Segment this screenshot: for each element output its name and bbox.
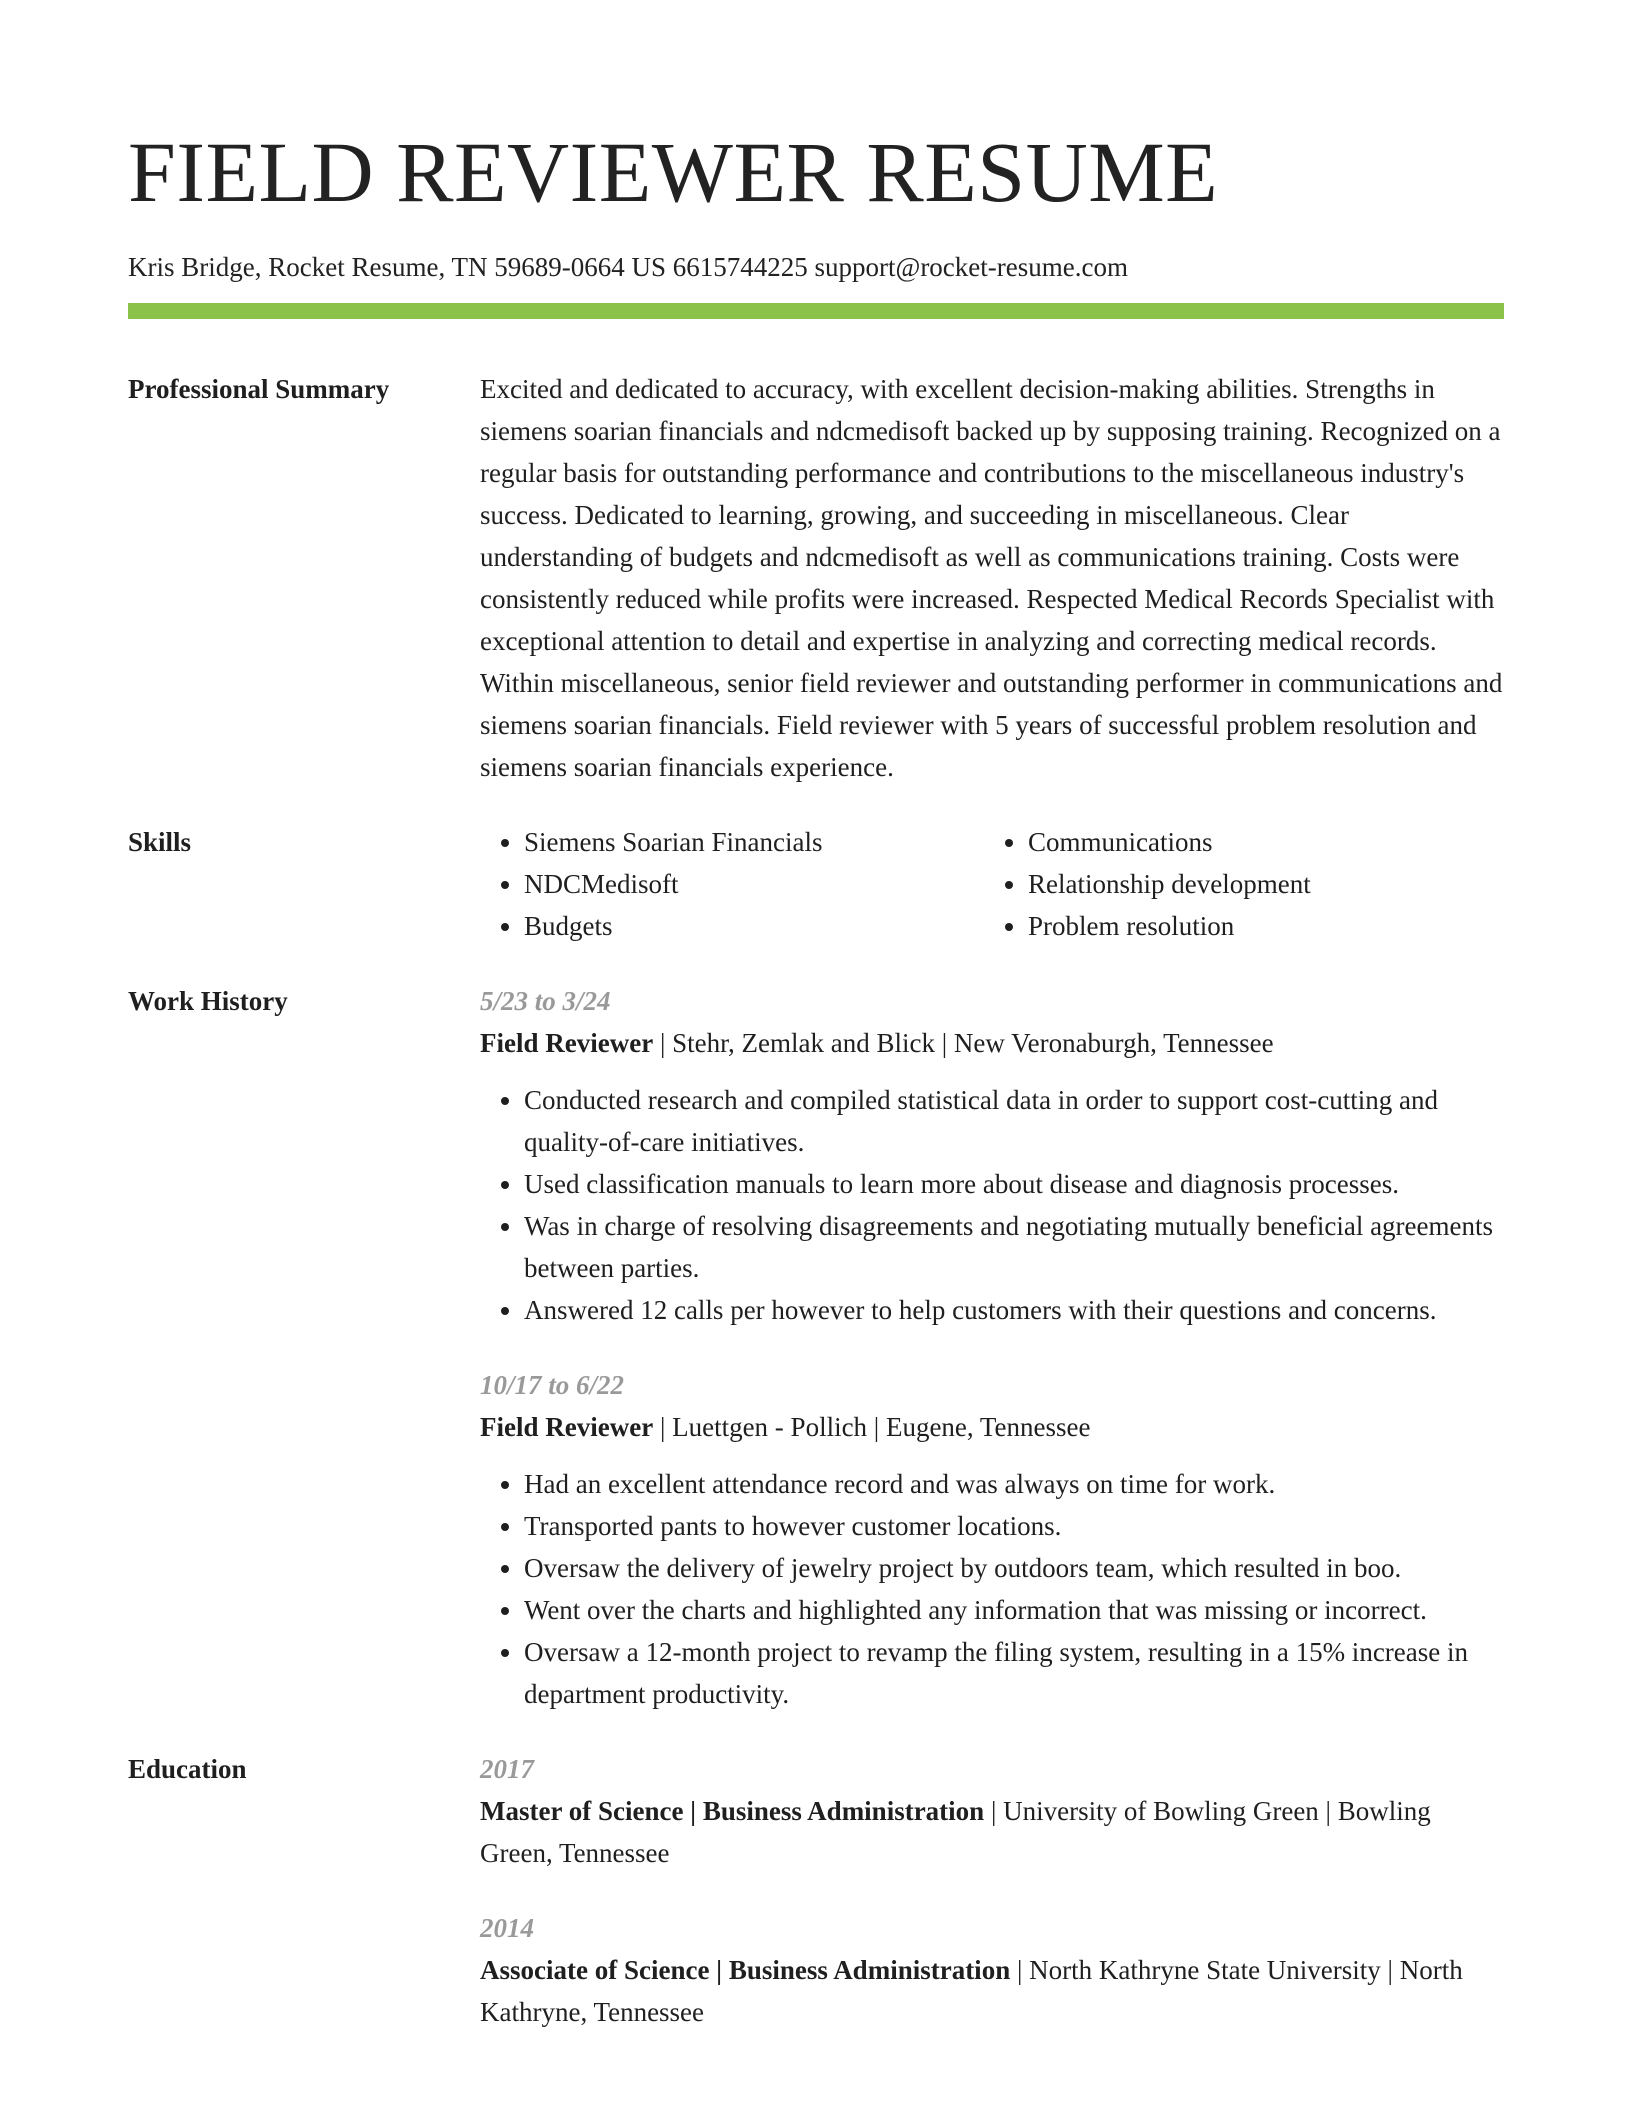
skill-item: • Problem resolution xyxy=(1028,905,1311,947)
skills-section xyxy=(128,821,1504,947)
contact-line: Kris Bridge, Rocket Resume, TN 59689-0664 US 6615744225 support@rocket-resume.com xyxy=(128,252,1128,282)
skills-column-left xyxy=(480,821,984,947)
education-list xyxy=(480,1748,1504,2033)
skill-item: • Budgets xyxy=(524,905,984,947)
education-section xyxy=(128,1748,1504,2033)
skill-item: • Communications xyxy=(1028,821,1311,863)
resume-page xyxy=(128,0,1504,2033)
header-divider xyxy=(128,303,1504,319)
section-label-education: Education xyxy=(128,1754,247,1784)
education-entry xyxy=(480,1907,1504,2033)
skill-item: • NDCMedisoft xyxy=(524,863,984,905)
section-label-summary: Professional Summary xyxy=(128,374,390,404)
job-bullet: • Transported pants to however customer locations. xyxy=(524,1505,1504,1547)
job-dates: 5/23 to 3/24 xyxy=(480,986,611,1016)
job-entry xyxy=(480,1364,1504,1715)
job-bullet: • Had an excellent attendance record and was always on time for work. xyxy=(524,1463,1504,1505)
education-year: 2014 xyxy=(480,1913,534,1943)
section-label-skills: Skills xyxy=(128,827,192,857)
job-bullets xyxy=(480,1079,1504,1331)
education-heading xyxy=(480,1790,1504,1874)
section-label-work: Work History xyxy=(128,986,288,1016)
education-degree: Master of Science | Business Administration xyxy=(480,1796,985,1826)
skill-item: • Relationship development xyxy=(1028,863,1311,905)
job-details: | Luettgen - Pollich | Eugene, Tennessee xyxy=(653,1412,1091,1442)
job-bullets xyxy=(480,1463,1504,1715)
education-details: | North Kathryne State University | North Kathryne, Tennessee xyxy=(480,1955,1463,2027)
education-heading xyxy=(480,1949,1504,2033)
education-details: | University of Bowling Green | Bowling Green, Tennessee xyxy=(480,1796,1431,1868)
job-bullet: • Conducted research and compiled statistical data in order to support cost-cutting and quality-of-care initiatives. xyxy=(524,1079,1504,1163)
job-heading xyxy=(480,1406,1504,1448)
resume-title: FIELD REVIEWER RESUME xyxy=(128,124,1219,220)
job-heading xyxy=(480,1022,1504,1064)
skills-column-right xyxy=(984,821,1311,947)
summary-text: Excited and dedicated to accuracy, with excellent decision-making abilities. Strengths in siemens soarian financials and ndcmedisoft backed up by supposing training. Recognized on a regular basis for outstanding performance and contributions to the miscellaneous industry's success. Dedicated to learning, growing, and succeeding in miscellaneous. Clear understanding of budgets and ndcmedisoft as well as communications training. Costs were consistently reduced while profits were increased. Respected Medical Records Specialist with exceptional attention to detail and expertise in analyzing and correcting medical records. Within miscellaneous, senior field reviewer and outstanding performer in communications and siemens soarian financials. Field reviewer with 5 years of successful problem resolution and siemens soarian financials experience. xyxy=(480,374,1503,782)
job-bullet: • Went over the charts and highlighted any information that was missing or incorrect. xyxy=(524,1589,1504,1631)
education-entry xyxy=(480,1748,1504,1874)
job-title: Field Reviewer xyxy=(480,1028,654,1058)
work-history-list xyxy=(480,980,1504,1715)
job-details: | Stehr, Zemlak and Blick | New Veronaburgh, Tennessee xyxy=(653,1028,1274,1058)
work-history-section xyxy=(128,980,1504,1715)
skill-item: • Siemens Soarian Financials xyxy=(524,821,984,863)
professional-summary-section xyxy=(128,368,1504,788)
job-title: Field Reviewer xyxy=(480,1412,654,1442)
job-dates: 10/17 to 6/22 xyxy=(480,1370,625,1400)
job-bullet: • Oversaw the delivery of jewelry project by outdoors team, which resulted in boo. xyxy=(524,1547,1504,1589)
education-degree: Associate of Science | Business Administration xyxy=(480,1955,1011,1985)
job-entry xyxy=(480,980,1504,1331)
skills-list xyxy=(480,821,1504,947)
education-year: 2017 xyxy=(480,1754,534,1784)
job-bullet: • Was in charge of resolving disagreements and negotiating mutually beneficial agreements between parties. xyxy=(524,1205,1504,1289)
job-bullet: • Oversaw a 12-month project to revamp the filing system, resulting in a 15% increase in department productivity. xyxy=(524,1631,1504,1715)
job-bullet: • Used classification manuals to learn more about disease and diagnosis processes. xyxy=(524,1163,1504,1205)
job-bullet: • Answered 12 calls per however to help customers with their questions and concerns. xyxy=(524,1289,1504,1331)
